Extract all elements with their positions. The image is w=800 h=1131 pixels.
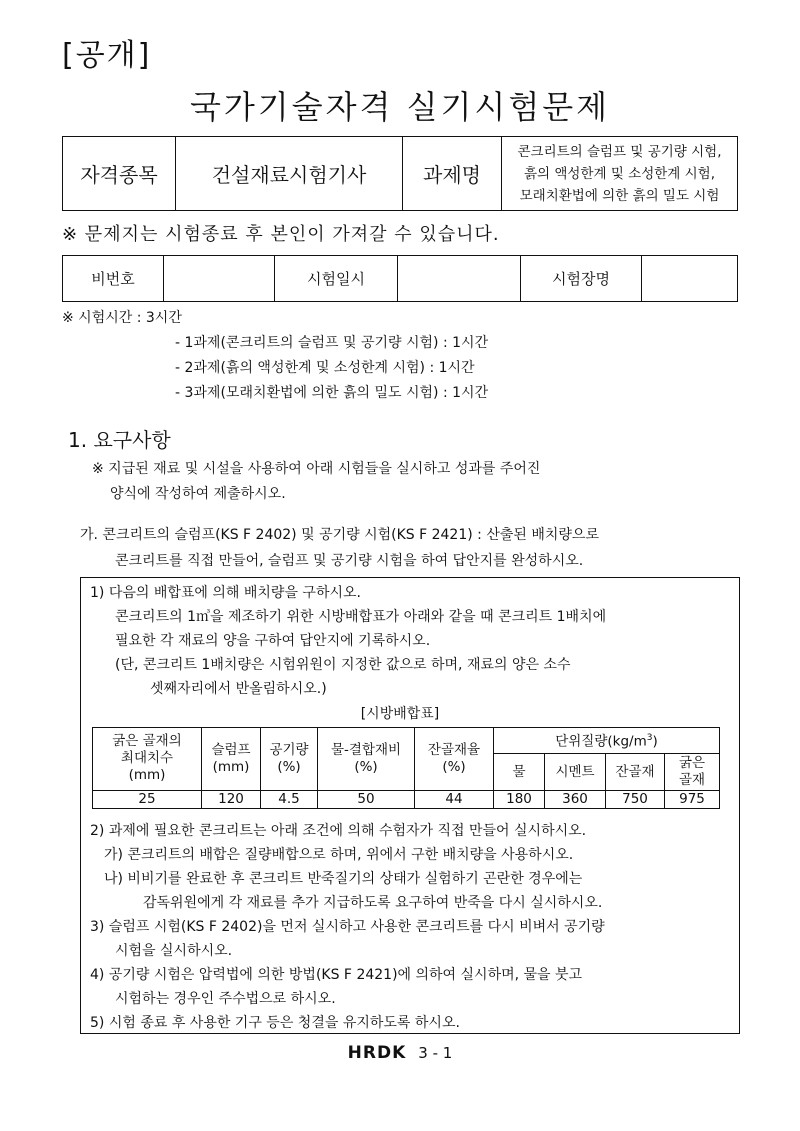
- header-text: 굵은: [678, 755, 706, 772]
- data-cell: 975: [665, 790, 720, 808]
- box-line: 3) 슬럼프 시험(KS F 2402)을 먼저 실시하고 사용한 콘크리트를 다시 비벼서 공기량: [90, 919, 605, 935]
- box-line: 2) 과제에 필요한 콘크리트는 아래 조건에 의해 수험자가 직접 만들어 실시하시오.: [90, 823, 587, 839]
- data-cell: 360: [545, 790, 606, 808]
- task-a-line: 콘크리트를 직접 만들어, 슬럼프 및 공기량 시험을 하여 답안지를 완성하시오.: [115, 553, 584, 569]
- seat-number-label: 비번호: [63, 256, 164, 302]
- header-text: (mm): [128, 767, 166, 784]
- exam-time: ※ 시험시간 : 3시간: [62, 310, 182, 326]
- requirement-line: 양식에 작성하여 제출하시오.: [110, 486, 286, 502]
- data-cell: 44: [415, 790, 494, 808]
- header-text: 3: [646, 733, 653, 744]
- task-label: 과제명: [403, 137, 502, 211]
- field-label: 자격종목: [63, 137, 176, 211]
- exam-info-table: [62, 136, 738, 211]
- header-cell: [261, 728, 318, 791]
- header-cell: 물: [494, 754, 545, 790]
- box-line: 셋째자리에서 반올림하시오.): [150, 681, 327, 697]
- box-line: 필요한 각 재료의 양을 구하여 답안지에 기록하시오.: [115, 633, 431, 649]
- time-item: - 2과제(흙의 액성한계 및 소성한계 시험) : 1시간: [175, 360, 475, 376]
- header-text: 잔골재율: [427, 741, 481, 758]
- header-text: (%): [354, 758, 378, 775]
- box-line: (단, 콘크리트 1배치량은 시험위원이 지정한 값으로 하며, 재료의 양은 소수: [115, 657, 571, 673]
- candidate-id-table: [62, 255, 738, 302]
- time-item: - 3과제(모래치환법에 의한 흙의 밀도 시험) : 1시간: [175, 385, 489, 401]
- task-a-line: 가. 콘크리트의 슬럼프(KS F 2402) 및 공기량 시험(KS F 2421) : 산출된 배치량으로: [80, 527, 599, 543]
- notice-text: ※ 문제지는 시험종료 후 본인이 가져갈 수 있습니다.: [62, 224, 500, 245]
- header-cell: 시멘트: [545, 754, 606, 790]
- exam-place-label: 시험장명: [521, 256, 642, 302]
- box-line: 4) 공기량 시험은 압력법에 의한 방법(KS F 2421)에 의하여 실시하며, 물을 붓고: [90, 967, 583, 983]
- hrdk-logo: HRDK: [347, 1043, 407, 1063]
- header-cell: [318, 728, 415, 791]
- data-cell: 120: [202, 790, 261, 808]
- seat-number-value: [164, 256, 275, 302]
- data-cell: 4.5: [261, 790, 318, 808]
- header-text: 골재: [678, 772, 706, 789]
- data-cell: 50: [318, 790, 415, 808]
- header-text: 단위질량(kg/m: [555, 733, 647, 750]
- page-title: 국가기술자격 실기시험문제: [189, 88, 611, 126]
- task-line: 모래치환법에 의한 흙의 밀도 시험: [519, 187, 720, 204]
- header-cell: [93, 728, 202, 791]
- header-cell: [665, 754, 720, 790]
- data-cell: 750: [606, 790, 665, 808]
- data-cell: 180: [494, 790, 545, 808]
- data-cell: 25: [93, 790, 202, 808]
- exam-date-label: 시험일시: [275, 256, 398, 302]
- box-line: 5) 시험 종료 후 사용한 기구 등은 청결을 유지하도록 하시오.: [90, 1015, 460, 1031]
- task-names: [502, 137, 738, 211]
- page-number: 3 - 1: [418, 1044, 453, 1062]
- box-line: 시험을 실시하시오.: [115, 943, 233, 959]
- box-line: 가) 콘크리트의 배합은 질량배합으로 하며, 위에서 구한 배치량을 사용하시오.: [104, 847, 574, 863]
- time-item: - 1과제(콘크리트의 슬럼프 및 공기량 시험) : 1시간: [175, 335, 489, 351]
- box-line: 나) 비비기를 완료한 후 콘크리트 반죽질기의 상태가 실험하기 곤란한 경우에는: [104, 871, 583, 887]
- unit-mass-header: [494, 728, 720, 754]
- task-line: 흙의 액성한계 및 소성한계 시험,: [524, 165, 715, 182]
- box-line: 1) 다음의 배합표에 의해 배치량을 구하시오.: [90, 585, 361, 601]
- header-text: (%): [442, 758, 466, 775]
- header-text: 공기량: [269, 741, 309, 758]
- table-row: [93, 790, 720, 808]
- header-cell: 잔골재: [606, 754, 665, 790]
- header-text: (mm): [212, 758, 250, 775]
- header-text: 슬럼프: [211, 741, 251, 758]
- header-text: ): [652, 733, 658, 750]
- public-tag: [공개]: [62, 38, 152, 73]
- task-line: 콘크리트의 슬럼프 및 공기량 시험,: [517, 143, 722, 160]
- table-caption: [시방배합표]: [360, 706, 440, 722]
- page-footer: [0, 1043, 800, 1063]
- header-text: (%): [277, 758, 301, 775]
- box-line-part: 을 제조하기 위한 시방배합표가 아래와 같을 때 콘크리트 1배치에: [209, 609, 607, 625]
- box-line: 시험하는 경우인 주수법으로 하시오.: [115, 991, 336, 1007]
- header-text: 물-결합재비: [330, 741, 402, 758]
- box-line: 감독위원에게 각 재료를 추가 지급하도록 요구하여 반죽을 다시 실시하시오.: [143, 895, 603, 911]
- mix-design-table: [92, 727, 720, 809]
- exam-date-value: [398, 256, 521, 302]
- header-text: 최대치수: [120, 750, 174, 767]
- requirement-line: ※ 지급된 재료 및 시설을 사용하여 아래 시험들을 실시하고 성과를 주어진: [92, 461, 541, 477]
- header-text: 굵은 골재의: [112, 733, 182, 750]
- section-title: 1. 요구사항: [68, 428, 171, 452]
- exam-place-value: [642, 256, 738, 302]
- field-value: 건설재료시험기사: [176, 137, 403, 211]
- box-line-part: 콘크리트의 1㎥: [115, 609, 210, 625]
- box-line: [115, 606, 606, 626]
- header-cell: [202, 728, 261, 791]
- header-cell: [415, 728, 494, 791]
